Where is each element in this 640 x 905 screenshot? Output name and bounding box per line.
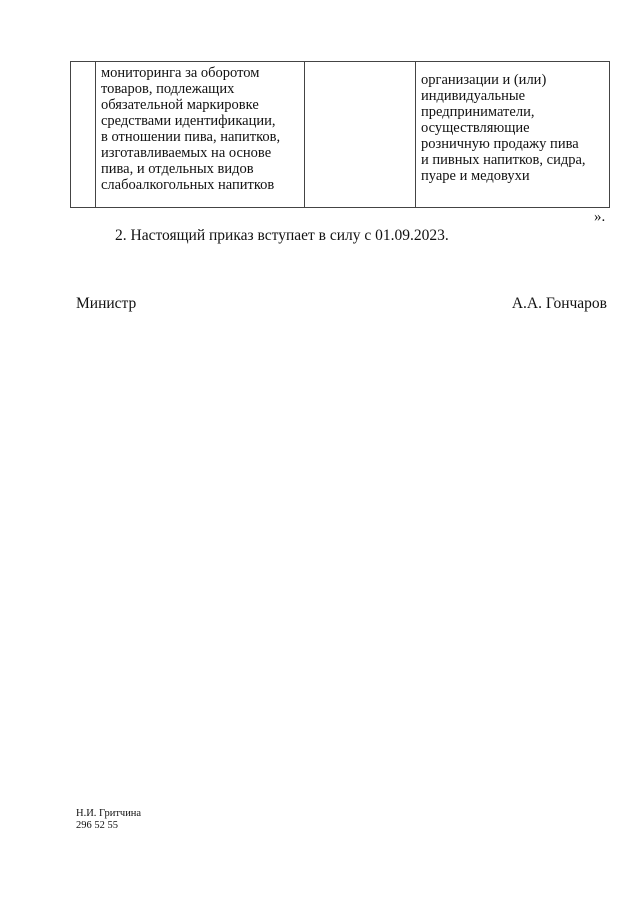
- continued-table: [70, 61, 610, 208]
- executor-name: Н.И. Гритчина: [76, 808, 142, 819]
- table-cell-subjects: организации и (или) индивидуальные предприниматели, осуществляющие розничную продажу пива и пивных напитков, сидра, пуаре и медовухи: [421, 72, 586, 184]
- signatory-position: Министр: [76, 295, 137, 312]
- signatory-name: А.А. Гончаров: [511, 295, 607, 312]
- table-column-divider: [304, 62, 305, 207]
- paragraph-effective-date: 2. Настоящий приказ вступает в силу с 01.09.2023.: [115, 227, 449, 244]
- table-column-divider: [415, 62, 416, 207]
- table-cell-description: мониторинга за оборотом товаров, подлежащих обязательной маркировке средствами идентификации, в отношении пива, напитков, изготавливаемых на основе пива, и отдельных видов слабоалкогольных напитков: [101, 65, 281, 193]
- closing-quote: ».: [594, 209, 606, 225]
- executor-block: [76, 808, 141, 832]
- table-column-divider: [95, 62, 96, 207]
- executor-phone: 296 52 55: [76, 820, 118, 831]
